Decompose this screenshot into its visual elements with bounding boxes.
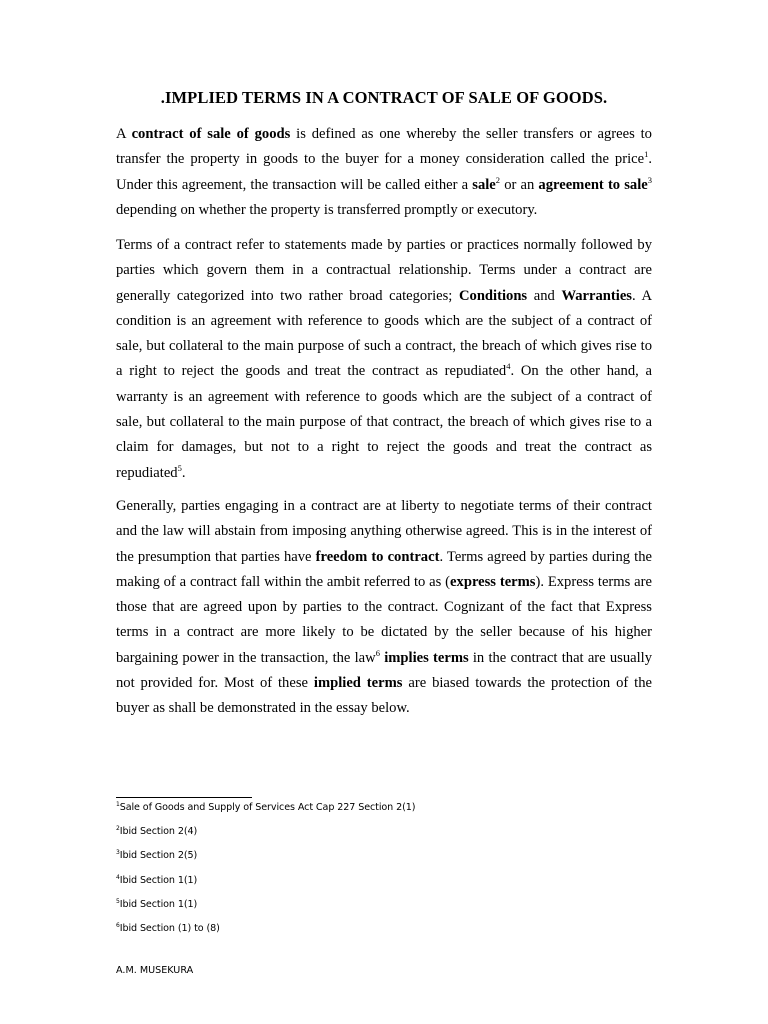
footnote bbox=[116, 802, 415, 813]
text-run: . Terms agreed by parties during the making of a contract fall within the ambit referred to as ( bbox=[116, 548, 652, 590]
footnote-ref: 4 bbox=[506, 361, 511, 372]
footnote-ref: 1 bbox=[644, 149, 649, 160]
footnote-separator bbox=[116, 797, 252, 798]
footnote bbox=[116, 826, 197, 837]
text-run: Generally, parties engaging in a contract are at liberty to negotiate terms of their contract and the law will abstain from imposing anything otherwise agreed. This is in the interest of the presumption that parties have bbox=[116, 498, 652, 565]
footnote-number: 4 bbox=[116, 873, 120, 881]
bold-term: Warranties bbox=[561, 287, 632, 304]
bold-term: implies terms bbox=[384, 649, 469, 666]
footnote-number: 6 bbox=[116, 921, 120, 929]
bold-term: agreement to sale bbox=[538, 176, 648, 193]
text-run: and bbox=[527, 287, 562, 304]
footnote-ref: 2 bbox=[495, 174, 501, 185]
footnote-text: Ibid Section 1(1) bbox=[119, 899, 198, 910]
text-run: . Under this agreement, the transaction will be called either a bbox=[116, 151, 652, 193]
document-title: .IMPLIED TERMS IN A CONTRACT OF SALE OF GOODS. bbox=[160, 88, 608, 107]
footnote-ref: 5 bbox=[177, 462, 182, 473]
text-run: . bbox=[181, 464, 186, 481]
page-footer-author: A.M. MUSEKURA bbox=[116, 965, 194, 976]
footnote-number: 1 bbox=[116, 800, 120, 808]
text-run: in the contract that are usually not provided for. Most of these bbox=[116, 649, 653, 692]
footnote-ref: 6 bbox=[375, 647, 380, 658]
text-run: is defined as one whereby the seller transfers or agrees to transfer the property in goods to the buyer for a money consideration called the price bbox=[116, 126, 652, 168]
text-run: . A condition is an agreement with reference to goods which are the subject of a contract of sale, but collateral to the main purpose of such a contract, the breach of which gives rise to a right to reject the goods and treat the contract as repudiated bbox=[116, 287, 652, 380]
text-run: depending on whether the property is transferred promptly or executory. bbox=[116, 201, 538, 218]
bold-term: express terms bbox=[450, 573, 536, 590]
text-run: are biased towards the protection of the buyer as shall be demonstrated in the essay below. bbox=[116, 675, 652, 717]
text-run: or an bbox=[500, 176, 539, 193]
text-run: Terms of a contract refer to statements made by parties or practices normally followed by parties which govern them in a contractual relationship. Terms under a contract are generally categorized into two rather broad categories; bbox=[116, 237, 652, 304]
footnote-text: Ibid Section (1) to (8) bbox=[119, 923, 220, 934]
footnote bbox=[116, 923, 220, 934]
footnote-ref: 3 bbox=[647, 174, 652, 185]
footnote-text: Ibid Section 2(5) bbox=[119, 850, 198, 861]
bold-term: implied terms bbox=[313, 675, 403, 692]
bold-term: Conditions bbox=[458, 287, 528, 304]
bold-term: sale bbox=[472, 176, 496, 193]
text-run: . On the other hand, a warranty is an agreement with reference to goods which are the subject of a contract of sale, but collateral to the main purpose of that contract, the breach of which gives rise to a claim for damages, but not to a right to reject the goods and treat the contract as repudiated bbox=[116, 363, 652, 481]
footnote-text: Sale of Goods and Supply of Services Act Cap 227 Section 2(1) bbox=[119, 802, 416, 813]
footnote-number: 5 bbox=[116, 897, 120, 905]
text-run: ). Express terms are those that are agreed upon by parties to the contract. Cognizant of the fact that Express terms in a contract are more likely to be dictated by the seller because of his higher bargaining power in the transaction, the law bbox=[116, 573, 652, 666]
text-run: A bbox=[116, 126, 132, 142]
footnote-text: Ibid Section 1(1) bbox=[119, 875, 198, 886]
footnote-text: Ibid Section 2(4) bbox=[119, 826, 198, 837]
footnote-number: 3 bbox=[116, 848, 120, 856]
footnote bbox=[116, 850, 197, 861]
paragraph-terms bbox=[116, 233, 652, 486]
footnote bbox=[116, 875, 197, 886]
footnote-number: 2 bbox=[116, 824, 120, 832]
footnote bbox=[116, 899, 197, 910]
paragraph-freedom bbox=[116, 494, 652, 722]
paragraph-definition bbox=[116, 122, 652, 223]
bold-term: freedom to contract bbox=[315, 548, 440, 565]
bold-term: contract of sale of goods bbox=[131, 126, 291, 142]
